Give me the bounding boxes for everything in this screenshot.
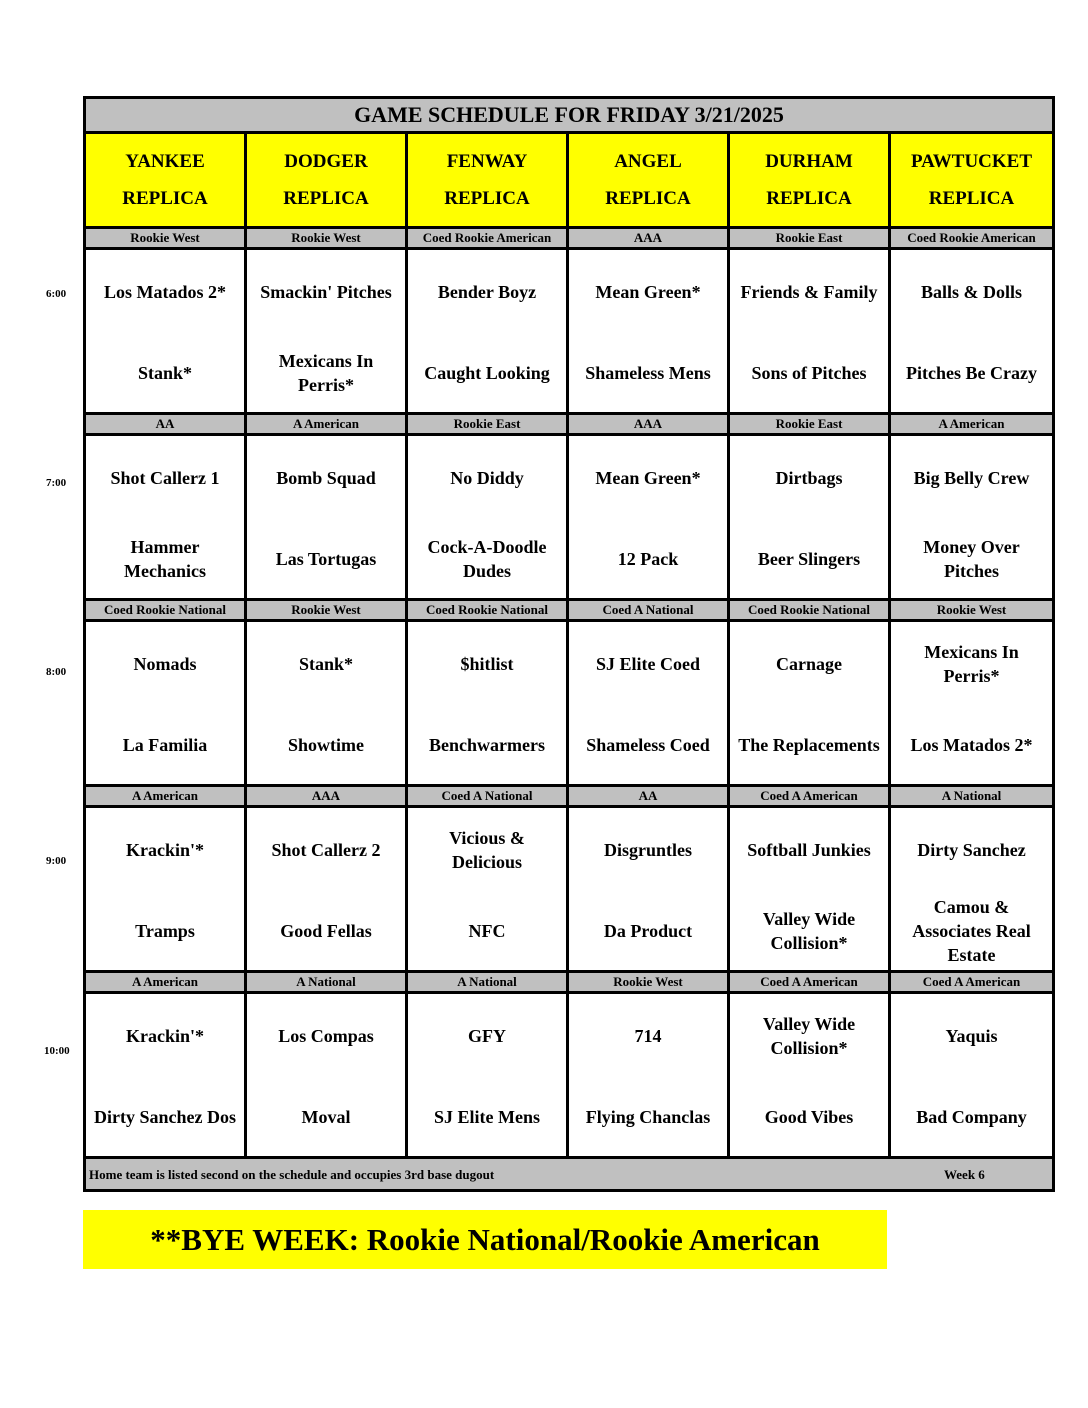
home-team: Shameless Coed [586,735,710,755]
time-label: 7:00 [46,477,67,489]
division-label: Rookie East [730,415,891,436]
game-cell [569,994,730,1159]
game-cell [408,436,569,601]
home-team: Showtime [288,735,364,755]
away-team: $hitlist [460,654,514,674]
game-cell [408,808,569,973]
home-team: SJ Elite Mens [434,1107,540,1127]
division-label: A National [891,787,1052,808]
away-team: Los Compas [278,1026,374,1046]
division-row [86,229,1052,250]
schedule-table [83,96,1055,1192]
division-label: AA [569,787,730,808]
home-team: Beer Slingers [757,549,861,569]
home-team: Caught Looking [424,363,550,383]
game-cell [730,436,891,601]
field-name: DODGER [284,151,368,172]
away-team: Smackin' Pitches [260,282,392,302]
field-subtitle: REPLICA [928,188,1015,209]
division-label: A National [247,973,408,994]
home-team: Pitches Be Crazy [906,363,1037,383]
division-label: A National [408,973,569,994]
home-team: Bad Company [916,1107,1027,1127]
bye-week-banner: **BYE WEEK: Rookie National/Rookie American [83,1210,887,1269]
away-team: 714 [634,1026,662,1046]
game-cell [247,250,408,415]
home-team: Valley Wide Collision* [762,909,856,953]
field-subtitle: REPLICA [605,188,691,209]
division-label: Coed Rookie National [408,601,569,622]
division-label: Rookie West [891,601,1052,622]
game-cell [891,994,1052,1159]
home-team: Good Fellas [280,921,372,941]
game-cell [247,622,408,787]
away-team: Valley Wide Collision* [762,1014,856,1058]
away-team: Mean Green* [595,282,701,302]
home-team: Money Over Pitches [923,537,1020,581]
home-team: Da Product [603,921,693,941]
away-team: No Diddy [450,468,524,488]
division-label: Rookie West [86,229,247,250]
division-label: A American [247,415,408,436]
game-cell [408,994,569,1159]
schedule-title: GAME SCHEDULE FOR FRIDAY 3/21/2025 [86,99,1052,134]
away-team: Carnage [776,654,842,674]
away-team: Bender Boyz [437,282,537,302]
division-label: Coed A National [408,787,569,808]
game-cell [86,808,247,973]
home-team: Camou & Associates Real Estate [912,897,1031,965]
away-team: Disgruntles [603,840,692,860]
division-label: Coed Rookie American [891,229,1052,250]
game-cell [730,622,891,787]
away-team: Krackin'* [125,840,204,860]
division-label: Coed A American [891,973,1052,994]
game-cell [247,436,408,601]
game-row [86,808,1052,973]
home-team: Dirty Sanchez Dos [94,1107,236,1127]
game-row [86,250,1052,415]
division-row [86,787,1052,808]
game-cell [730,250,891,415]
field-header-row [86,134,1052,229]
away-team: Vicious & Delicious [449,828,525,872]
division-label: AAA [569,229,730,250]
home-team: The Replacements [738,735,880,755]
home-team: Shameless Mens [585,363,711,383]
home-team: Tramps [135,921,195,941]
home-team: Mexicans In Perris* [278,351,374,395]
time-slots [86,229,1052,1159]
division-label: A American [86,787,247,808]
game-cell [730,808,891,973]
game-row [86,622,1052,787]
field-header [730,134,891,229]
away-team: Softball Junkies [747,840,871,860]
away-team: Shot Callerz 2 [271,840,381,860]
division-label: AA [86,415,247,436]
division-label: A American [891,415,1052,436]
away-team: Yaquis [945,1026,998,1046]
game-row [86,436,1052,601]
away-team: Los Matados 2* [103,282,226,302]
home-team: Flying Chanclas [585,1107,711,1127]
away-team: Stank* [298,654,354,674]
division-row [86,601,1052,622]
away-team: Bomb Squad [276,468,376,488]
away-team: Friends & Family [740,282,878,302]
home-team-note: Home team is listed second on the schedule and occupies 3rd base dugout [89,1167,495,1182]
division-label: Coed Rookie National [86,601,247,622]
home-team: Good Vibes [764,1107,854,1127]
division-row [86,415,1052,436]
home-team: Hammer Mechanics [124,537,206,581]
division-label: Rookie West [569,973,730,994]
time-label: 8:00 [46,666,67,678]
home-team: Las Tortugas [275,549,377,569]
division-label: Coed Rookie American [408,229,569,250]
game-cell [86,436,247,601]
game-cell [86,622,247,787]
week-label: Week 6 [944,1167,985,1182]
division-row [86,973,1052,994]
field-header [408,134,569,229]
away-team: Krackin'* [125,1026,204,1046]
time-label: 10:00 [44,1045,70,1057]
schedule-footer [86,1159,1052,1192]
away-team: Balls & Dolls [920,282,1022,302]
game-cell [408,622,569,787]
away-team: Big Belly Crew [913,468,1030,488]
division-label: A American [86,973,247,994]
game-cell [891,250,1052,415]
field-name: ANGEL [614,151,682,172]
away-team: Mean Green* [595,468,701,488]
division-label: Coed A American [730,973,891,994]
game-cell [891,622,1052,787]
game-cell [408,250,569,415]
field-header [247,134,408,229]
home-team: Stank* [137,363,193,383]
division-label: Rookie East [408,415,569,436]
home-team: Cock-A-Doodle Dudes [427,537,547,581]
home-team: La Familia [122,735,208,755]
away-team: GFY [468,1026,506,1046]
home-team: 12 Pack [617,549,679,569]
field-subtitle: REPLICA [122,188,208,209]
game-cell [730,994,891,1159]
game-cell [569,436,730,601]
game-cell [86,994,247,1159]
division-label: AAA [569,415,730,436]
field-subtitle: REPLICA [444,188,530,209]
away-team: SJ Elite Coed [595,654,700,674]
away-team: Mexicans In Perris* [924,642,1019,686]
division-label: AAA [247,787,408,808]
division-label: Rookie West [247,229,408,250]
away-team: Nomads [133,654,197,674]
game-cell [569,622,730,787]
game-cell [891,808,1052,973]
field-name: DURHAM [765,151,853,172]
game-cell [86,250,247,415]
away-team: Dirtbags [775,468,843,488]
away-team: Shot Callerz 1 [110,468,220,488]
time-label: 9:00 [46,855,67,867]
game-cell [247,808,408,973]
field-header [891,134,1052,229]
field-name: FENWAY [446,151,528,172]
division-label: Rookie East [730,229,891,250]
division-label: Coed Rookie National [730,601,891,622]
game-row [86,994,1052,1159]
division-label: Coed A American [730,787,891,808]
away-team: Dirty Sanchez [917,840,1026,860]
field-header [86,134,247,229]
division-label: Coed A National [569,601,730,622]
home-team: Sons of Pitches [751,363,867,383]
game-cell [247,994,408,1159]
home-team: NFC [468,921,506,941]
game-cell [569,250,730,415]
home-team: Los Matados 2* [910,735,1033,755]
division-label: Rookie West [247,601,408,622]
home-team: Moval [301,1107,351,1127]
field-name: PAWTUCKET [910,151,1033,172]
field-name: YANKEE [125,151,205,172]
game-cell [891,436,1052,601]
game-cell [569,808,730,973]
field-header [569,134,730,229]
field-subtitle: REPLICA [283,188,369,209]
time-label: 6:00 [46,288,67,300]
field-subtitle: REPLICA [766,188,852,209]
home-team: Benchwarmers [429,735,545,755]
